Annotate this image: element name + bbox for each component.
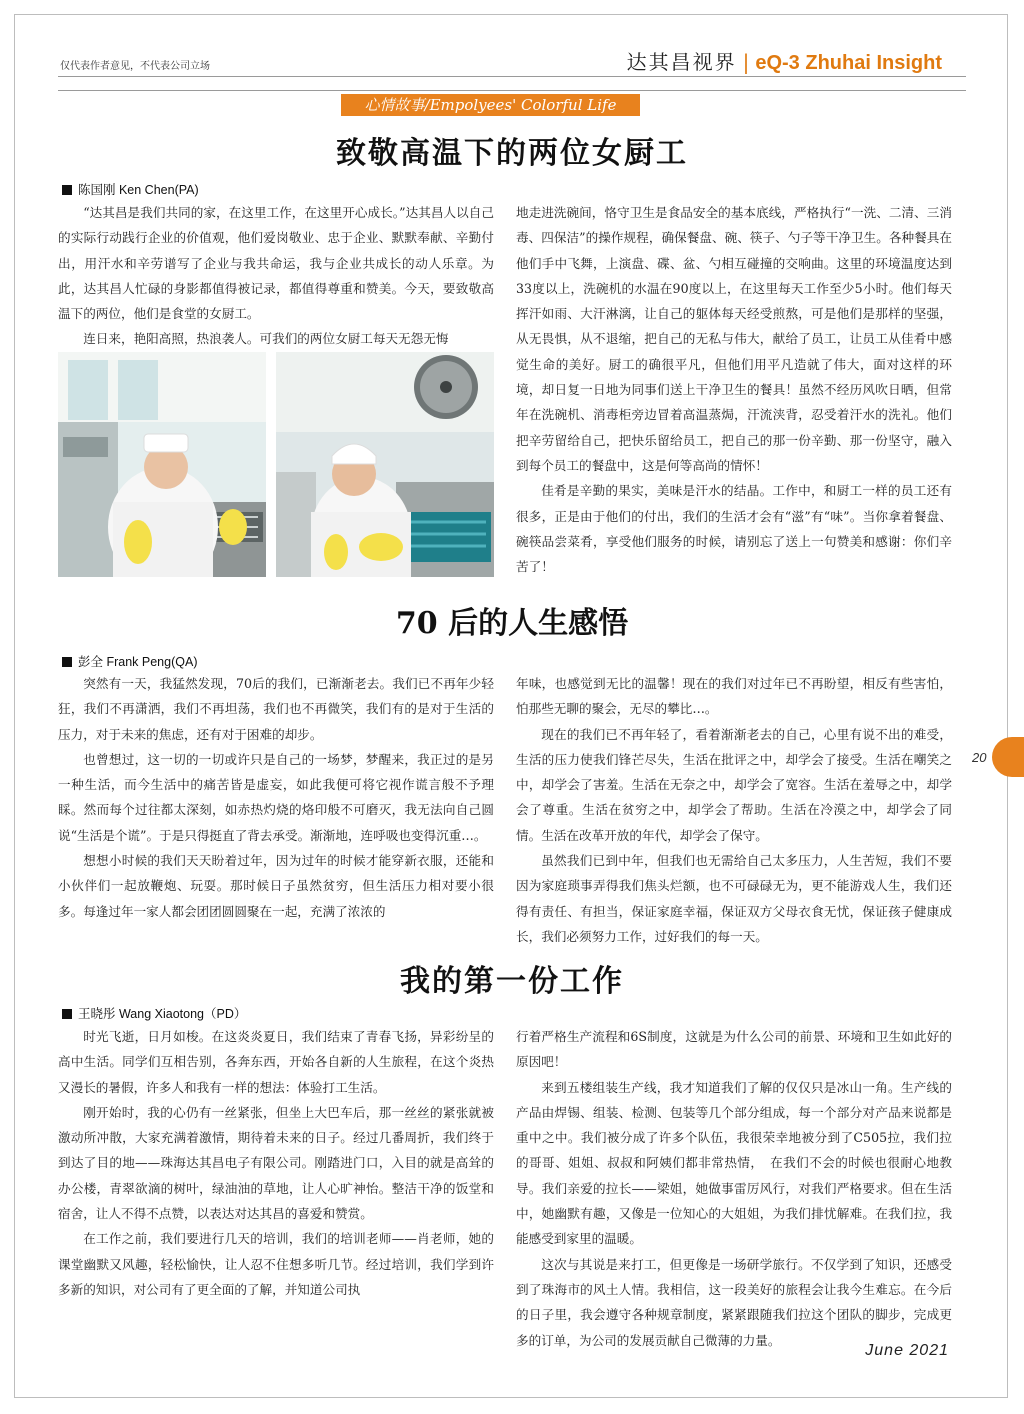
brand-english: eQ-3 Zhuhai Insight: [755, 52, 942, 74]
article1-right-column: [516, 200, 952, 579]
section-rule: [58, 90, 966, 91]
article3-title: 我的第一份工作: [400, 964, 624, 999]
article3-paragraph: 刚开始时，我的心仍有一丝紧张，但坐上大巴车后，那一丝丝的紧张就被激动所冲散，大家充满着激情，期待着未来的日子。经过几番周折，我们终于到达了目的地——珠海达其昌电子有限公司。刚踏进门口，入目的就是高耸的办公楼，青翠欲滴的树叶，绿油油的草地，让人心旷神怡。整洁干净的饭堂和宿舍，让人不得不点赞，以表达对达其昌的喜爱和赞赏。: [58, 1104, 494, 1222]
article2-right-column: [516, 671, 952, 949]
article1-paragraph: 佳肴是辛勤的果实，美味是汗水的结晶。工作中，和厨工一样的员工还有很多，正是由于他们的付出，我们的生活才会有“滋”有“味”。当你拿着餐盘、碗筷品尝菜肴，享受他们服务的时候，请别忘了送上一句赞美和感谢：你们辛苦了！: [516, 483, 952, 575]
bullet-square-icon: [62, 657, 72, 667]
brand-chinese: 达其昌视界: [626, 50, 737, 74]
article1-left-column: [58, 200, 494, 352]
page-number: 20: [972, 750, 987, 765]
article3-paragraph: 在工作之前，我们要进行几天的培训，我们的培训老师——肖老师，她的课堂幽默又风趣，轻松愉快，让人忍不住想多听几节。经过培训，我们学到许多新的知识，对公司有了更全面的了解，并知道公司执: [58, 1231, 494, 1297]
publication-brand: [627, 46, 942, 75]
article3-paragraph: 时光飞逝，日月如梭。在这炎炎夏日，我们结束了青春飞扬，异彩纷呈的高中生活。同学们互相告别，各奔东西，开始各自新的人生旅程，在这个炎热又漫长的暑假，许多人和我有一样的想法：体验打工生活。: [58, 1029, 494, 1095]
article2-paragraph: 也曾想过，这一切的一切或许只是自己的一场梦，梦醒来，我正过的是另一种生活，而今生活中的痛苦皆是虚妄，如此我便可将它视作谎言般不予理睬。然而每个过往都太深刻，如赤热灼烧的烙印般不可磨灭，我无法向自己圆说“生活是个谎”。于是只得挺直了背去承受。渐渐地，连呼吸也变得沉重…。: [58, 751, 494, 843]
article2-author: 彭全 Frank Peng(QA): [78, 655, 198, 669]
article3-byline: [62, 1004, 246, 1022]
article2-byline: [62, 652, 197, 670]
article3-paragraph: 行着严格生产流程和6S制度，这就是为什么公司的前景、环境和卫生如此好的原因吧！: [516, 1029, 952, 1070]
article2-paragraph: 年味，也感觉到无比的温馨！现在的我们对过年已不再盼望，相反有些害怕，怕那些无聊的聚会，无尽的攀比…。: [516, 676, 952, 717]
article2-paragraph: 虽然我们已到中年，但我们也无需给自己太多压力，人生苦短，我们不要因为家庭琐事弄得我们焦头烂额，也不可碌碌无为，更不能游戏人生，我们还得有责任、有担当，保证家庭幸福，保证双方父母衣食无忧，保证孩子健康成长，我们必须努力工作，过好我们的每一天。: [516, 853, 952, 944]
bullet-square-icon: [62, 1009, 72, 1019]
article1-paragraph: 连日来，艳阳高照，热浪袭人。可我们的两位女厨工每天无怨无悔: [83, 331, 449, 347]
article3-paragraph: 这次与其说是来打工，但更像是一场研学旅行。不仅学到了知识，还感受到了珠海市的风土人情。我相信，这一段美好的旅程会让我今生难忘。在今后的日子里，我会遵守各种规章制度，紧紧跟随我们拉这个团队的脚步，完成更多的订单，为公司的发展贡献自己微薄的力量。: [516, 1256, 952, 1348]
article3-right-column: [516, 1024, 952, 1353]
article3-author: 王晓彤 Wang Xiaotong（PD）: [78, 1007, 247, 1021]
article2-left-column: [58, 671, 494, 924]
photo-cook-at-dish-rack: [58, 352, 266, 577]
article2-paragraph: 想想小时候的我们天天盼着过年，因为过年的时候才能穿新衣服，还能和小伙伴们一起放鞭炮、玩耍。那时候日子虽然贫穷，但生活压力相对要小很多。每逢过年一家人都会团团圆圆聚在一起，充满了浓浓的: [58, 853, 494, 919]
bullet-square-icon: [62, 185, 72, 195]
article1-title: 致敬高温下的两位女厨工: [336, 136, 688, 171]
article2-paragraph: 现在的我们已不再年轻了，看着渐渐老去的自己，心里有说不出的难受，生活的压力使我们锋芒尽失，生活在批评之中，却学会了接受。生活在嘲笑之中，却学会了害羞。生活在无奈之中，却学会了宽容。生活在羞辱之中，却学会了尊重。生活在贫穷之中，却学会了帮助。生活在冷漠之中，却学会了同情。生活在改革开放的年代，却学会了保守。: [516, 726, 952, 843]
article3-left-column: [58, 1024, 494, 1302]
disclaimer: 仅代表作者意见，不代表公司立场: [60, 61, 210, 72]
article2-title: 70 后的人生感悟: [395, 606, 629, 641]
header-rule: [58, 76, 966, 77]
article1-paragraph: 地走进洗碗间，恪守卫生是食品安全的基本底线，严格执行“一洗、二清、三消毒、四保洁”的操作规程，确保餐盘、碗、筷子、勺子等干净卫生。各种餐具在他们手中飞舞，上演盘、碟、盆、勺相互碰撞的交响曲。这里的环境温度达到33度以上，洗碗机的水温在90度以上，在这里每天工作至少5小时。他们每天挥汗如雨、大汗淋漓，让自己的躯体每天经受煎熬，可是他们是那样的坚强，从无畏惧，从不退缩，把自己的无私与伟大，献给了员工，让员工从佳肴中感觉生命的美好。厨工的确很平凡，但他们用平凡造就了伟大，面对这样的环境，却日复一日地为同事们送上干净卫生的餐具！虽然不经历风吹日晒，但常年在洗碗机、消毒柜旁边冒着高温蒸焗，汗流浃背，忍受着汗水的洗礼。他们把辛劳留给自己，把快乐留给员工，把自己的那一份辛勤、那一份坚守，融入到每个员工的餐盘中，这是何等高尚的情怀！: [516, 205, 952, 473]
article1-author: 陈国刚 Ken Chen(PA): [78, 183, 199, 197]
page-edge-tab: [992, 737, 1024, 777]
photo-cook-at-sink: [276, 352, 494, 577]
section-banner: 心情故事/Empolyees' Colorful Life: [341, 94, 640, 116]
brand-separator: |: [742, 50, 750, 74]
article3-paragraph: 来到五楼组装生产线，我才知道我们了解的仅仅只是冰山一角。生产线的产品由焊锡、组装、检测、包装等几个部分组成，每一个部分对产品来说都是重中之中。我们被分成了许多个队伍，我很荣幸地被分到了C505拉，我们拉的哥哥、姐姐、叔叔和阿姨们都非常热情， 在我们不会的时候也很耐心地教导。我们亲爱的拉长——梁姐，她做事雷厉风行，对我们严格要求。但在生活中，她幽默有趣，又像是一位知心的大姐姐，为我们排忧解难。在我们拉，我能感受到家里的温暖。: [516, 1079, 952, 1247]
article2-paragraph: 突然有一天，我猛然发现，70后的我们，已渐渐老去。我们已不再年少轻狂，我们不再潇洒，我们不再坦荡，我们也不再微笑，我们有的是对于生活的压力，对于未来的焦虑，还有对于困难的却步。: [58, 676, 494, 742]
issue-date: June 2021: [865, 1342, 949, 1359]
article1-paragraph: “达其昌是我们共同的家，在这里工作，在这里开心成长。”达其昌人以自己的实际行动践行企业的价值观，他们爱岗敬业、忠于企业、默默奉献、辛勤付出，用汗水和辛劳谱写了企业与我共命运，我与企业共成长的动人乐章。为此，达其昌人忙碌的身影都值得被记录，都值得尊重和赞美。今天，要致敬高温下的两位，他们是食堂的女厨工。: [58, 205, 494, 322]
article1-byline: [62, 180, 199, 198]
